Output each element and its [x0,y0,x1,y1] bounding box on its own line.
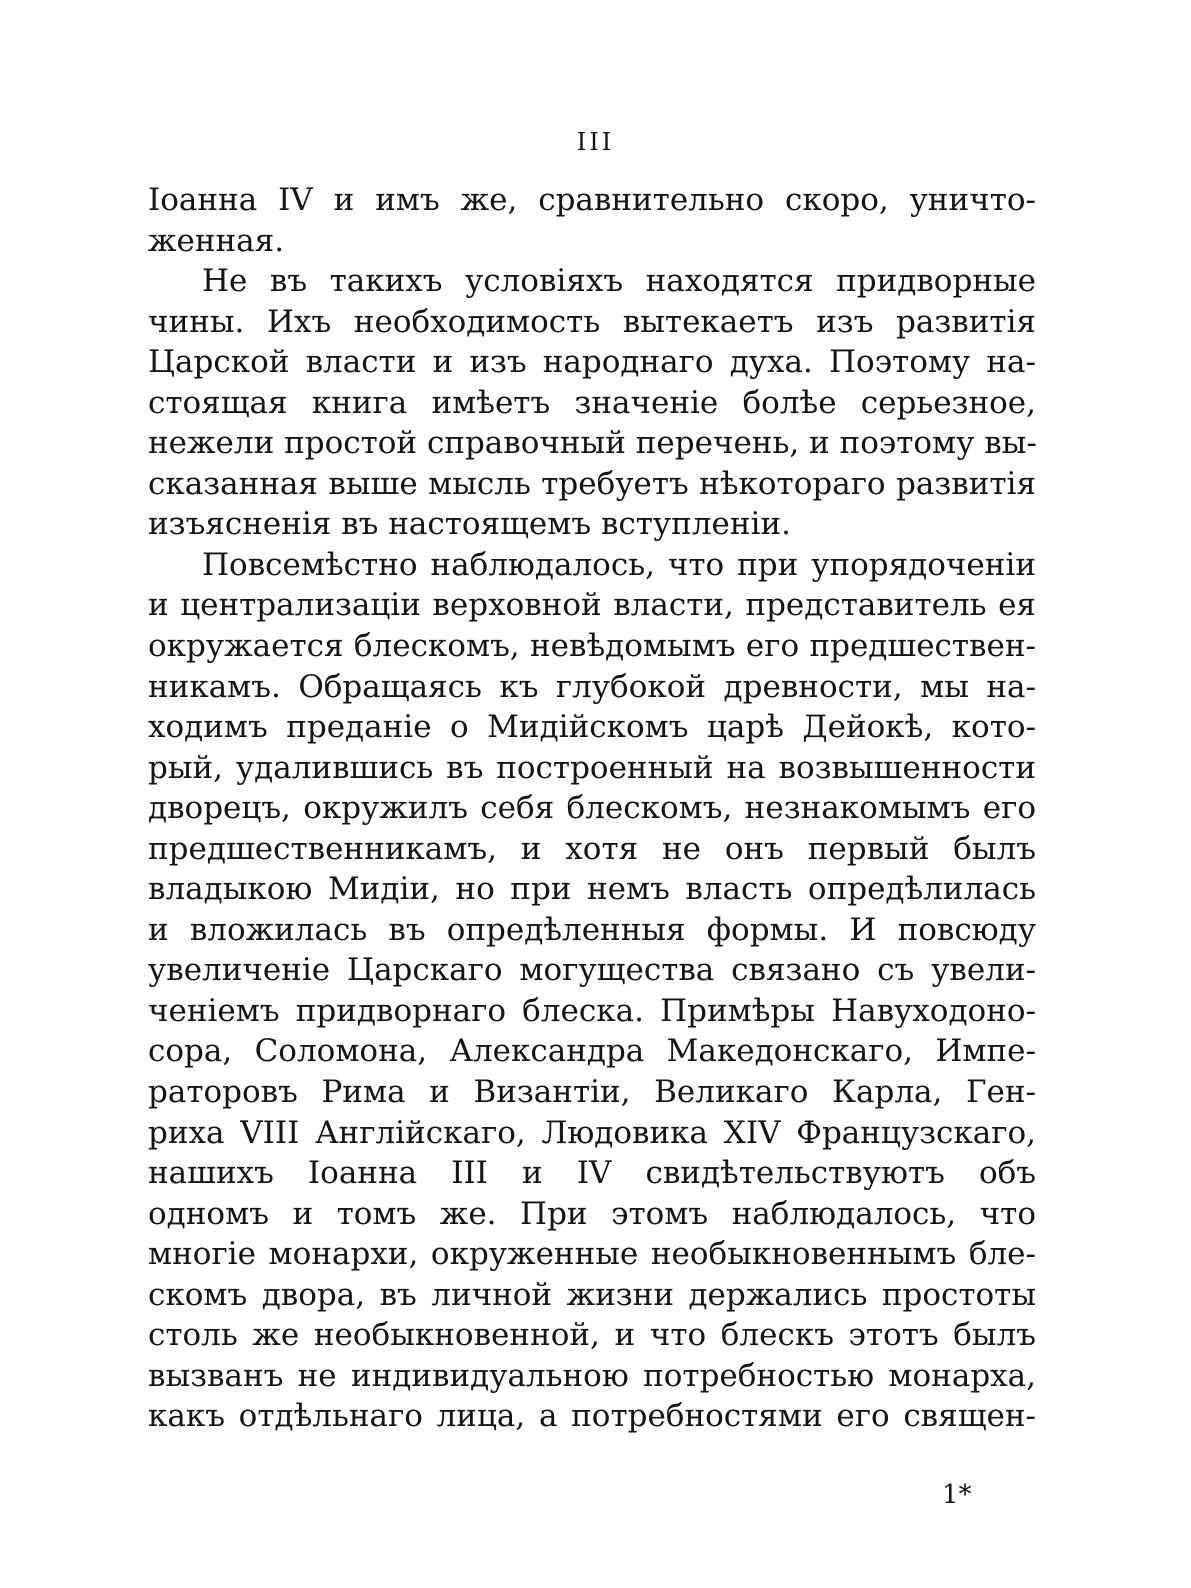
text-line: Царской власти и изъ народнаго духа. Поэтому на- [148,344,1036,381]
text-line: одномъ и томъ же. При этомъ наблюдалось, что [148,1195,1036,1232]
text-line: сказанная выше мысль требуетъ нѣкотораго развитія [148,465,1036,502]
text-line: столь же необыкновенной, и что блескъ этотъ былъ [148,1317,1036,1354]
text-line: рый, удалившись въ построенный на возвышенности [148,749,1036,786]
text-line: многіе монархи, окруженные необыкновеннымъ бле- [148,1236,1036,1273]
text-line: вызванъ не индивидуальною потребностью монарха, [148,1357,1036,1394]
text-line: предшественникамъ, и хотя не онъ первый былъ [148,830,1036,867]
text-line: чины. Ихъ необходимость вытекаетъ изъ развитія [148,303,1036,340]
body-text [148,180,1036,1437]
text-line: ченіемъ придворнаго блеска. Примѣры Навуходоно- [148,992,1036,1029]
text-line: сора, Соломона, Александра Македонскаго, Импе- [148,1033,1036,1070]
text-line: ходимъ преданіе о Мидійскомъ царѣ Дейокѣ, кото- [148,709,1036,746]
text-line: нежели простой справочный перечень, и поэтому вы- [148,425,1037,462]
text-line: и централизаціи верховной власти, представитель ея [148,587,1036,624]
text-line: риха VIII Англійскаго, Людовика XIV Французскаго, [148,1114,1036,1151]
text-line: стоящая книга имѣетъ значеніе болѣе серьезное, [148,384,1036,421]
text-line: раторовъ Рима и Византіи, Великаго Карла, Ген- [148,1074,1036,1111]
text-line: Повсемѣстно наблюдалось, что при упорядоченіи [202,546,1036,583]
text-line: Не въ такихъ условіяхъ находятся придворные [202,263,1036,300]
text-line: владыкою Мидіи, но при немъ власть опредѣлилась [148,871,1036,908]
text-line: увеличеніе Царскаго могущества связано съ увели- [148,952,1036,989]
signature-mark: 1* [942,1480,972,1510]
text-line: и вложилась въ опредѣленныя формы. И повсюду [148,911,1036,948]
text-line: изъясненія въ настоящемъ вступленіи. [148,506,791,543]
text-line: нашихъ Іоанна III и IV свидѣтельствуютъ объ [148,1155,1036,1192]
text-line: окружается блескомъ, невѣдомымъ его предшествен- [148,628,1036,665]
text-line: дворецъ, окружилъ себя блескомъ, незнакомымъ его [148,790,1036,827]
text-line: какъ отдѣльнаго лица, а потребностями его священ- [148,1398,1036,1435]
page-number: III [576,128,615,156]
text-line: никамъ. Обращаясь къ глубокой древности, мы на- [148,668,1036,705]
text-line: Іоанна IV и имъ же, сравнительно скоро, уничто- [148,182,1036,218]
text-line: женная. [148,222,285,259]
text-line: скомъ двора, въ личной жизни держались простоты [148,1276,1036,1313]
